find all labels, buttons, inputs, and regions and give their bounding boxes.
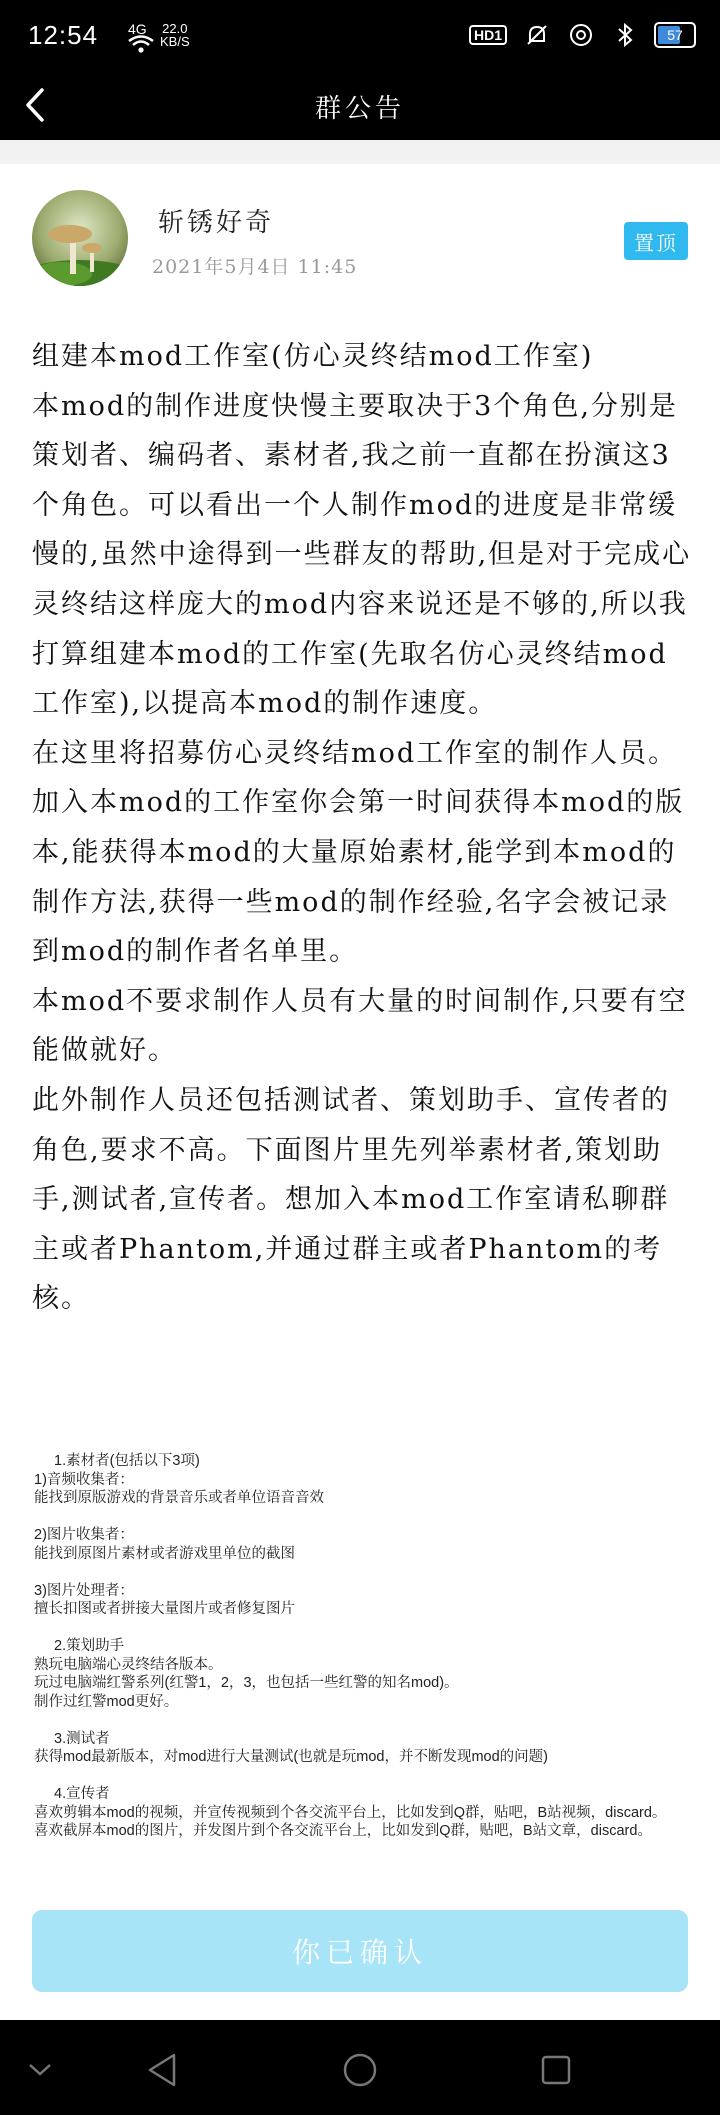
detail-line: 能找到原图片素材或者游戏里单位的截图 xyxy=(34,1545,295,1562)
detail-line: 能找到原版游戏的背景音乐或者单位语音音效 xyxy=(34,1490,324,1506)
status-icons xyxy=(468,20,696,50)
announcement-paragraph: 在这里将招募仿心灵终结mod工作室的制作人员。 xyxy=(32,737,678,769)
author-name: 斩锈好奇 xyxy=(158,208,275,238)
bell-off-icon xyxy=(522,20,552,50)
detail-line: 擅长扣图或者拼接大量图片或者修复图片 xyxy=(34,1601,295,1617)
nav-down-button[interactable] xyxy=(18,2048,62,2092)
recruit-details-image xyxy=(34,1452,714,1859)
announcement-paragraph: 组建本mod工作室(仿心灵终结mod工作室) xyxy=(32,341,594,372)
announcement-body xyxy=(32,332,692,1324)
details-section-planner xyxy=(34,1637,714,1711)
hd-icon xyxy=(468,20,508,50)
wifi-icon xyxy=(126,34,156,58)
announcement-paragraph: 此外制作人员还包括测试者、策划助手、宣传者的角色,要求不高。下面图片里先列举素材者,策划助手,测试者,宣传者。想加入本mod工作室请私聊群主或者Phantom,并通过群主或者Phantom的考核。 xyxy=(32,1084,670,1315)
system-nav-bar xyxy=(0,2020,720,2115)
detail-line: 玩过电脑端红警系列(红警1，2，3，也包括一些红警的知名mod)。 xyxy=(34,1675,459,1691)
speed-value: 22.0 xyxy=(162,21,188,36)
pin-button[interactable]: 置顶 xyxy=(624,222,688,260)
section-heading: 1.素材者(包括以下3项) xyxy=(54,1453,200,1469)
detail-line: 制作过红警mod更好。 xyxy=(34,1693,179,1710)
bluetooth-icon xyxy=(610,20,640,50)
network-type: 4G xyxy=(128,21,147,37)
nav-home-button[interactable] xyxy=(338,2048,382,2092)
square-recent-icon xyxy=(540,2054,572,2086)
speed-unit: KB/S xyxy=(160,34,190,49)
status-time: 12:54 xyxy=(28,20,99,50)
detail-line: 1)音频收集者： xyxy=(34,1471,134,1488)
section-heading: 3.测试者 xyxy=(54,1730,110,1747)
at-icon xyxy=(566,20,596,50)
nav-back-button[interactable] xyxy=(140,2048,184,2092)
post-time: 2021年5月4日 11:45 xyxy=(152,256,358,278)
nav-recent-button[interactable] xyxy=(534,2048,578,2092)
section-heading: 4.宣传者 xyxy=(54,1786,110,1802)
announcement-paragraph: 本mod的制作进度快慢主要取决于3个角色,分别是策划者、编码者、素材者,我之前一直都在扮演这3个角色。可以看出一个人制作mod的进度是非常缓慢的,虽然中途得到一些群友的帮助,但是对于完成心灵终结这样庞大的mod内容来说还是不够的,所以我打算组建本mod的工作室(先取名仿心灵终结mod工作室),以提高本mod的制作速度。 xyxy=(32,390,692,720)
detail-line: 喜欢截屏本mod的图片，并发图片到个各交流平台上，比如发到Q群，贴吧，B站文章，discard。 xyxy=(34,1823,652,1839)
hd-label: HD1 xyxy=(469,25,507,45)
author-avatar[interactable] xyxy=(32,190,128,286)
detail-line xyxy=(34,1563,714,1582)
detail-line xyxy=(34,1508,714,1527)
circle-home-icon xyxy=(342,2052,378,2088)
details-section-promoter xyxy=(34,1785,714,1841)
status-bar xyxy=(0,0,720,70)
announcement-paragraph: 本mod不要求制作人员有大量的时间制作,只要有空能做就好。 xyxy=(32,985,688,1067)
title-bar xyxy=(0,70,720,140)
detail-line: 熟玩电脑端心灵终结各版本。 xyxy=(34,1656,223,1673)
announcement-paragraph: 加入本mod的工作室你会第一时间获得本mod的版本,能获得本mod的大量原始素材,能学到本mod的制作方法,获得一些mod的制作经验,名字会被记录到mod的制作者名单里。 xyxy=(32,787,685,968)
content-divider xyxy=(0,140,720,164)
section-heading: 2.策划助手 xyxy=(54,1638,125,1654)
page-title: 群公告 xyxy=(314,94,405,124)
network-speed xyxy=(160,22,190,48)
battery-level: 57 xyxy=(667,27,683,43)
details-section-tester xyxy=(34,1730,714,1767)
confirmed-button[interactable]: 你已确认 xyxy=(32,1910,688,1992)
detail-line: 2)图片收集者： xyxy=(34,1527,134,1543)
battery-indicator xyxy=(654,22,696,48)
details-section-materials xyxy=(34,1452,714,1619)
triangle-back-icon xyxy=(146,2052,178,2088)
detail-line: 喜欢剪辑本mod的视频，并宣传视频到个各交流平台上，比如发到Q群，贴吧，B站视频，discard。 xyxy=(34,1804,667,1821)
detail-line: 获得mod最新版本，对mod进行大量测试(也就是玩mod，并不断发现mod的问题) xyxy=(34,1749,548,1765)
detail-line: 3)图片处理者： xyxy=(34,1582,134,1599)
chevron-down-icon xyxy=(27,2062,53,2078)
